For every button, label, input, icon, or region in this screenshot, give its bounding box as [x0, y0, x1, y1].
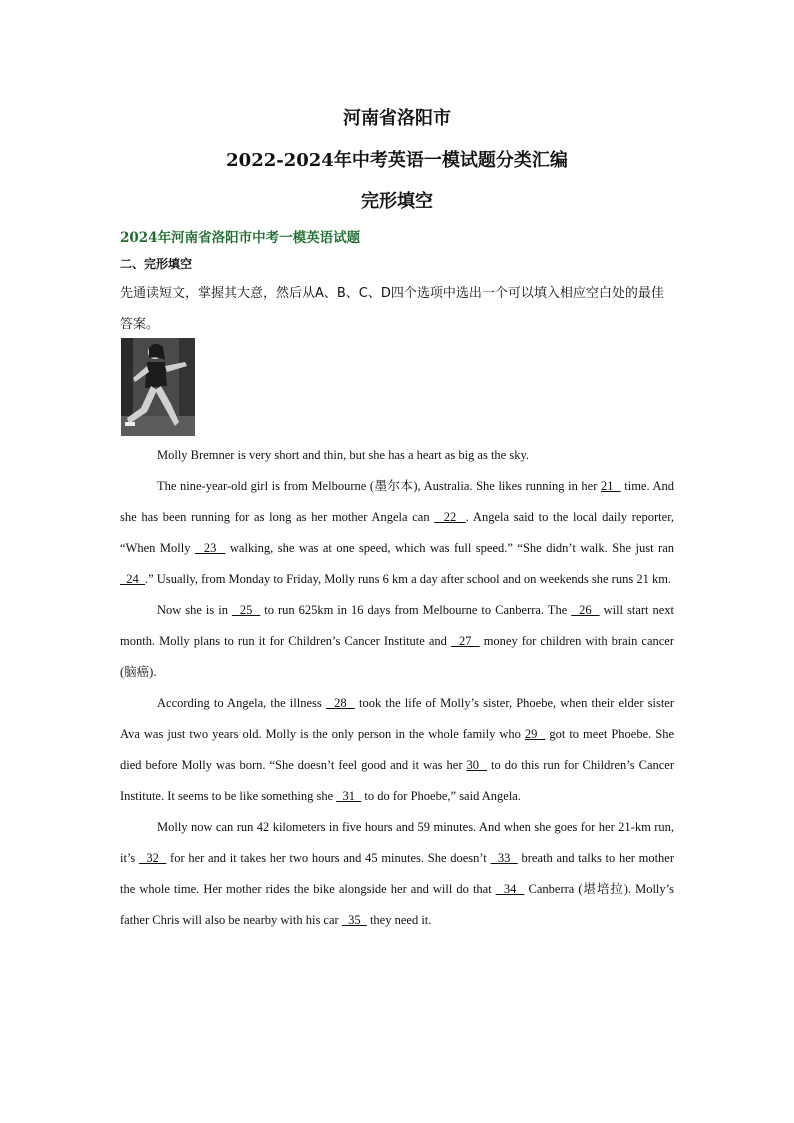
blank-29: 29	[524, 727, 546, 741]
blank-26: 26	[571, 603, 600, 617]
blank-28: 28	[325, 696, 355, 710]
blank-33: 33	[490, 851, 518, 865]
blank-21: 21	[600, 479, 621, 493]
instructions-text: 先通读短文，掌握其大意，然后从A、B、C、D四个选项中选出一个可以填入相应空白处的最佳答案。	[120, 286, 664, 332]
paragraph-2: The nine-year-old girl is from Melbourne (墨尔本), Australia. She likes running in her 21 time. And she has been running for as long as her mother Angela can 22 . Angela said to the local daily reporter, “When Molly 23 walking, she was at one speed, which was full speed.” “She didn’t walk. She just ran 24 .” Usually, from Monday to Friday, Molly runs 6 km a day after school and on weekends she runs 21 km.	[120, 479, 675, 586]
section-title: 2024年河南省洛阳市中考一模英语试题	[120, 230, 361, 246]
paragraph-4: According to Angela, the illness 28 took the life of Molly’s sister, Phoebe, when their elder sister Ava was just two years old. Molly is the only person in the whole family who 29 got to meet Phoebe. She died before Molly was born. “She doesn’t feel good and it was her 30 to do this run for Children’s Cancer Institute. It seems to be like something she 31 to do for Phoebe,” said Angela.	[120, 696, 675, 803]
blank-25: 25	[231, 603, 261, 617]
section-subheading: 二、完形填空	[120, 257, 193, 271]
document-title-line3: 完形填空	[361, 191, 433, 212]
document-title-line2: 2022-2024年中考英语一模试题分类汇编	[226, 150, 568, 171]
blank-35: 35	[341, 913, 367, 927]
paragraph-5: Molly now can run 42 kilometers in five hours and 59 minutes. And when she goes for her 21-km run, it’s 32 for her and it takes her two hours and 45 minutes. She doesn’t 33 breath and talks to her mother the whole time. Her mother rides the bike alongside her and will do that 34 Canberra (堪培拉). Molly’s father Chris will also be nearby with his car 35 they need it.	[120, 820, 675, 927]
document-title-line1: 河南省洛阳市	[343, 108, 451, 129]
blank-31: 31	[336, 789, 362, 803]
blank-34: 34	[495, 882, 525, 896]
blank-22: 22	[434, 510, 466, 524]
paragraph-1: Molly Bremner is very short and thin, but she has a heart as big as the sky.	[157, 448, 530, 462]
blank-27: 27	[450, 634, 480, 648]
cloze-passage	[120, 440, 674, 936]
blank-30: 30	[466, 758, 488, 772]
blank-24: 24	[120, 572, 145, 586]
blank-32: 32	[139, 851, 167, 865]
paragraph-3: Now she is in 25 to run 625km in 16 days from Melbourne to Canberra. The 26 will start next month. Molly plans to run it for Children’s Cancer Institute and 27 money for children with brain cancer (脑癌).	[120, 603, 675, 679]
blank-23: 23	[194, 541, 226, 555]
running-girl-photo	[121, 338, 195, 436]
